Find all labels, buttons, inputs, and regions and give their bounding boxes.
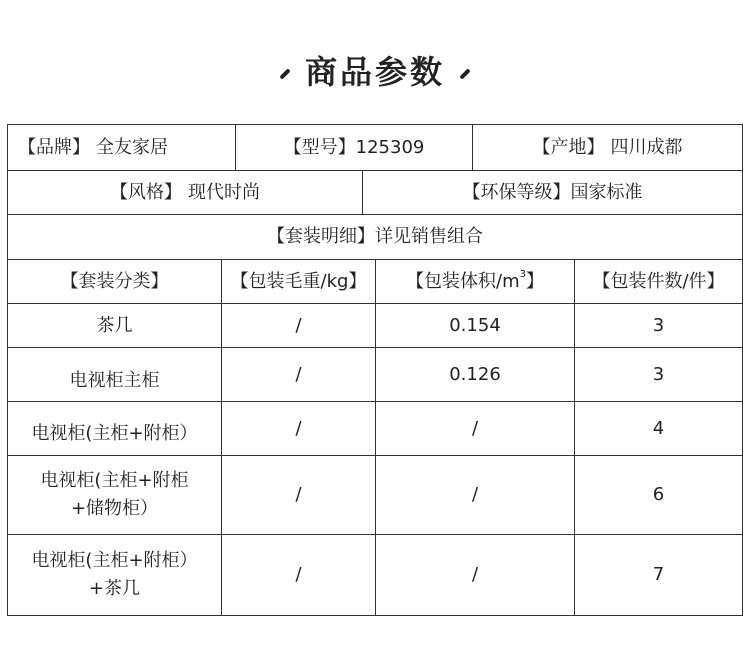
row-volume: 0.154 xyxy=(376,304,575,347)
model-label: 【型号】 xyxy=(283,136,356,158)
row-category-text: 电视柜主柜 xyxy=(69,369,160,391)
table-row xyxy=(8,402,742,456)
brand-value: 全友家居 xyxy=(96,136,168,158)
origin-label: 【产地】 xyxy=(532,136,605,158)
row-count: 3 xyxy=(652,363,665,385)
brand-label: 【品牌】 xyxy=(18,136,90,158)
set-detail-label: 【套装明细】 xyxy=(267,226,375,247)
header-volume: 【包装体积/m $^3$ 】 xyxy=(376,260,575,303)
row-category-text: 电视柜(主柜+附柜） xyxy=(31,550,198,571)
row-weight: / xyxy=(222,304,376,347)
table-row xyxy=(8,348,742,402)
row-count: 7 xyxy=(652,564,665,585)
header-weight: 【包装毛重/kg】 xyxy=(222,260,376,303)
row-category-text: 电视柜(主柜+附柜） xyxy=(31,422,198,444)
header-volume-text: 【包装体积/m xyxy=(406,270,520,292)
title-left-mark xyxy=(279,68,290,79)
row-category-text: 电视柜(主柜+附柜 xyxy=(40,470,189,491)
row-category-text: 茶几 xyxy=(96,314,133,336)
table-header-row xyxy=(8,260,742,304)
row-category xyxy=(8,456,222,534)
style-cell xyxy=(8,171,363,214)
row-weight: / xyxy=(222,402,376,455)
row-volume: / xyxy=(376,402,575,455)
model-cell xyxy=(236,125,473,170)
row-category xyxy=(8,535,222,615)
style-label: 【风格】 xyxy=(110,181,182,203)
table-row xyxy=(8,304,742,348)
row-weight: / xyxy=(222,456,376,534)
row-category-text-line2: +茶几 xyxy=(88,578,141,599)
header-volume-end: 】 xyxy=(525,270,544,292)
set-detail-value: 详见销售组合 xyxy=(375,226,483,247)
row-count: 6 xyxy=(652,484,665,505)
set-detail-cell xyxy=(8,215,742,259)
style-value: 现代时尚 xyxy=(188,181,260,203)
row-weight: / xyxy=(222,348,376,401)
origin-cell xyxy=(473,125,742,170)
header-count: 【包装件数/件】 xyxy=(592,270,725,292)
table-row xyxy=(8,456,742,535)
row-volume: / xyxy=(376,456,575,534)
brand-cell xyxy=(8,125,236,170)
table-row xyxy=(8,535,742,615)
row-volume: 0.126 xyxy=(376,348,575,401)
row-category-text-line2: +储物柜） xyxy=(70,498,159,519)
info-row-set-detail xyxy=(8,215,742,260)
info-row-brand xyxy=(8,125,742,171)
page-title: 商品参数 xyxy=(304,53,445,91)
eco-value: 国家标准 xyxy=(570,181,643,203)
model-value: 125309 xyxy=(355,136,425,158)
info-row-style xyxy=(8,171,742,215)
eco-cell xyxy=(363,171,742,214)
row-category xyxy=(8,402,222,455)
origin-value: 四川成都 xyxy=(610,136,683,158)
section-title xyxy=(0,44,750,96)
row-volume: / xyxy=(376,535,575,615)
row-count: 4 xyxy=(652,417,665,439)
row-category xyxy=(8,348,222,401)
eco-label: 【环保等级】 xyxy=(462,181,571,203)
header-category: 【套装分类】 xyxy=(8,260,222,303)
title-right-mark xyxy=(459,68,470,79)
row-count: 3 xyxy=(652,314,665,336)
row-category xyxy=(8,304,222,347)
parameter-table xyxy=(7,124,743,616)
row-weight: / xyxy=(222,535,376,615)
